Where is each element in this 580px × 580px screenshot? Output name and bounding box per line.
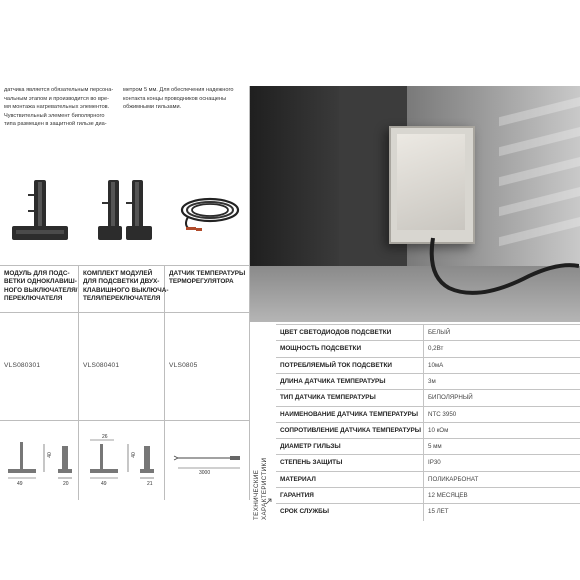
product-title-sensor	[169, 270, 245, 287]
spec-row	[276, 454, 580, 472]
spec-value: 10мА	[428, 361, 444, 369]
spec-value: 3м	[428, 377, 436, 385]
spec-separator	[423, 504, 424, 521]
temperature-sensor-image	[174, 190, 244, 240]
product-code-single: VLS080301	[4, 362, 41, 369]
dim-height-double: 40	[130, 452, 137, 458]
dim-width-single: 49	[17, 481, 23, 487]
light-stripe	[499, 125, 580, 156]
intro-line: контакта концы проводников оснащены	[123, 95, 227, 102]
spec-row	[276, 422, 580, 440]
module-single-image	[8, 176, 72, 248]
spec-value: БИПОЛЯРНЫЙ	[428, 394, 473, 402]
spec-value: 5 мм	[428, 443, 442, 451]
spec-key: МОЩНОСТЬ ПОДСВЕТКИ	[280, 345, 362, 353]
side-title-line: ТЕХНИЧЕСКИЕ	[253, 469, 260, 520]
intro-line: Чувствительный элемент биполярного	[4, 112, 105, 119]
spec-row	[276, 389, 580, 407]
spec-value: ПОЛИКАРБОНАТ	[428, 475, 479, 483]
title-line: КЛАВИШНОГО ВЫКЛЮЧА-	[83, 286, 169, 294]
title-line: НОГО ВЫКЛЮЧАТЕЛЯ/	[4, 286, 78, 294]
product-title-double	[83, 270, 169, 304]
dim-length-sensor: 3000	[199, 470, 211, 476]
divider	[0, 420, 249, 421]
title-line: ВЕТКИ ОДНОКЛАВИШ-	[4, 278, 77, 286]
intro-line: датчика является обязательным персона-	[4, 87, 114, 93]
spec-key: СТЕПЕНЬ ЗАЩИТЫ	[280, 459, 343, 467]
side-title-line: ХАРАКТЕРИСТИКИ	[260, 457, 268, 520]
spec-value: NTC 3950	[428, 410, 457, 418]
sensor-cable	[409, 236, 579, 322]
title-line: ДЛЯ ПОДСВЕТКИ ДВУХ-	[83, 278, 160, 286]
spec-row	[276, 373, 580, 391]
divider	[249, 86, 250, 500]
switch-key	[397, 134, 465, 230]
specs-side-title	[253, 458, 268, 520]
product-title-single	[4, 270, 77, 304]
spec-value: 0,2Вт	[428, 345, 444, 353]
spec-value: 15 ЛЕТ	[428, 508, 449, 516]
dim-top-double: 26	[102, 434, 108, 440]
title-line: МОДУЛЬ ДЛЯ ПОДС-	[4, 270, 70, 277]
spec-row	[276, 340, 580, 358]
product-code-sensor: VLS0805	[169, 362, 198, 369]
spec-row	[276, 487, 580, 505]
light-stripe	[499, 95, 580, 126]
intro-line: обжимными гильзами.	[123, 104, 182, 111]
spec-key: НАИМЕНОВАНИЕ ДАТЧИКА ТЕМПЕРАТУРЫ	[280, 410, 419, 418]
dim-depth-single: 20	[63, 481, 69, 487]
product-code-double: VLS080401	[83, 362, 120, 369]
intro-line: мя монтажа нагревательных элементов.	[4, 104, 110, 111]
spec-row	[276, 357, 580, 375]
light-stripe	[499, 185, 580, 216]
spec-row	[276, 406, 580, 424]
spec-key: МАТЕРИАЛ	[280, 475, 316, 483]
spec-row	[276, 324, 580, 342]
spec-key: ЦВЕТ СВЕТОДИОДОВ ПОДСВЕТКИ	[280, 329, 392, 336]
dim-height-single: 40	[46, 452, 53, 458]
intro-line: метром 5 мм. Для обеспечения надежного	[123, 87, 234, 93]
spec-value: 12 МЕСЯЦЕВ	[428, 492, 468, 499]
intro-text-col2	[123, 86, 233, 112]
divider	[0, 312, 249, 313]
light-stripe	[499, 155, 580, 186]
spec-value: 10 кОм	[428, 426, 449, 434]
spec-key: ДЛИНА ДАТЧИКА ТЕМПЕРАТУРЫ	[280, 377, 386, 385]
title-line: ДАТЧИК ТЕМПЕРАТУРЫ	[169, 270, 246, 277]
dim-depth-double: 21	[147, 481, 153, 487]
dim-width-double: 49	[101, 481, 107, 487]
arrow-up-icon	[265, 496, 273, 506]
title-line: ПЕРЕКЛЮЧАТЕЛЯ	[4, 295, 63, 303]
spec-value: IP30	[428, 459, 441, 467]
title-line: ТЕЛЯ/ПЕРЕКЛЮЧАТЕЛЯ	[83, 295, 161, 303]
title-line: ТЕРМОРЕГУЛЯТОРА	[169, 278, 234, 286]
spec-row	[276, 471, 580, 489]
title-line: КОМПЛЕКТ МОДУЛЕЙ	[83, 270, 153, 277]
spec-row	[276, 503, 580, 521]
intro-line: чальным этапом и производится во вре-	[4, 95, 110, 102]
spec-key: ПОТРЕБЛЯЕМЫЙ ТОК ПОДСВЕТКИ	[280, 361, 393, 369]
spec-key: ТИП ДАТЧИКА ТЕМПЕРАТУРЫ	[280, 394, 376, 402]
spec-key: СРОК СЛУЖБЫ	[280, 508, 329, 516]
spec-row	[276, 438, 580, 456]
module-double-image	[92, 176, 156, 248]
divider	[0, 265, 249, 266]
intro-line: типа размещен в защитной гильзе диа-	[4, 121, 107, 128]
spec-value: БЕЛЫЙ	[428, 329, 451, 336]
spec-key: СОПРОТИВЛЕНИЕ ДАТЧИКА ТЕМПЕРАТУРЫ	[280, 426, 421, 434]
product-photo	[249, 86, 580, 322]
intro-text-col1	[4, 86, 113, 129]
divider	[78, 265, 79, 500]
spec-key: ДИАМЕТР ГИЛЬЗЫ	[280, 443, 341, 451]
spec-key: ГАРАНТИЯ	[280, 492, 314, 499]
